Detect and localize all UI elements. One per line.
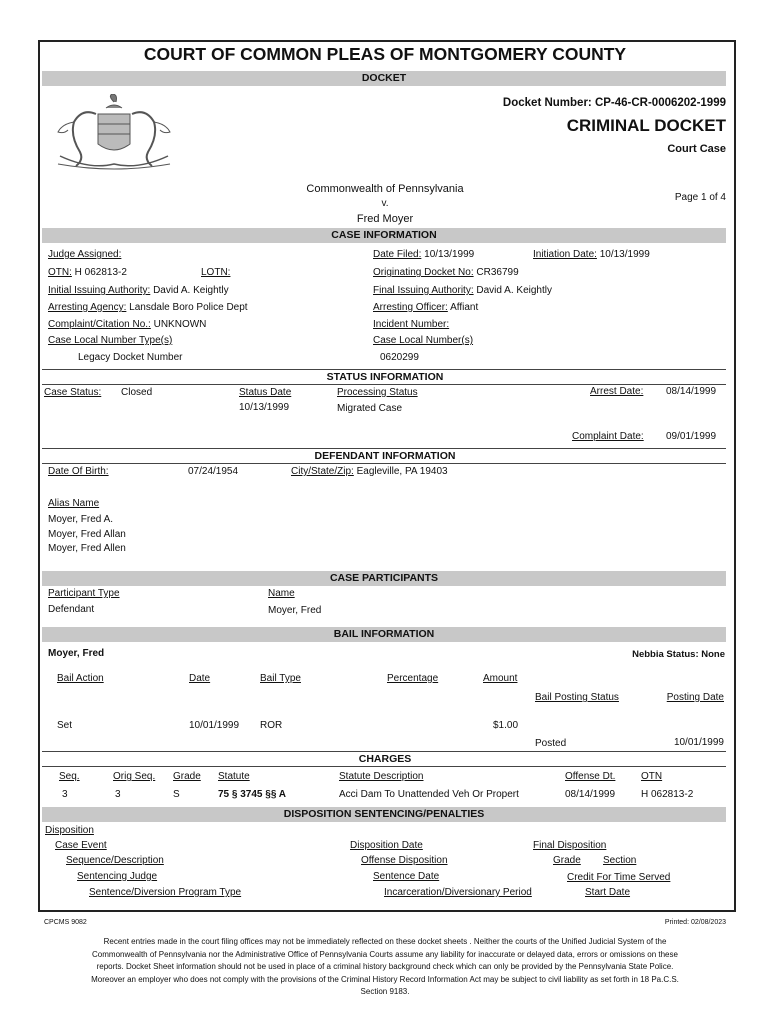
charge-header-description: Statute Description <box>339 771 424 782</box>
section-label: Section <box>603 855 637 866</box>
initiation-label: Initiation Date: <box>533 249 597 260</box>
arresting-agency <box>48 302 248 313</box>
caption-line-1: Commonwealth of Pennsylvania <box>306 183 464 195</box>
caption-v: v. <box>381 198 389 209</box>
bail-person: Moyer, Fred <box>48 648 105 659</box>
alias-item: Moyer, Fred A. <box>48 514 114 525</box>
divider <box>42 463 726 464</box>
case-status-label: Case Status: <box>44 387 102 398</box>
date-filed-value: 10/13/1999 <box>424 249 475 260</box>
local-type-value: Legacy Docket Number <box>78 352 183 363</box>
posting-date-value: 10/01/1999 <box>673 737 724 748</box>
court-title: COURT OF COMMON PLEAS OF MONTGOMERY COUNTY <box>143 44 627 64</box>
processing-label: Processing Status <box>337 387 418 398</box>
case-event-label: Case Event <box>55 840 107 851</box>
case-participants-bar: CASE PARTICIPANTS <box>42 571 726 586</box>
incarceration-label: Incarceration/Diversionary Period <box>384 887 532 898</box>
status-information-title: STATUS INFORMATION <box>326 371 444 383</box>
divider <box>42 751 726 752</box>
amount-value: $1.00 <box>493 720 519 731</box>
alias-item: Moyer, Fred Allan <box>48 529 126 540</box>
city-label: City/State/Zip: <box>291 466 354 477</box>
posting-status-label: Bail Posting Status <box>535 692 619 703</box>
charge-orig-seq: 3 <box>115 789 121 800</box>
processing-value: Migrated Case <box>337 403 403 414</box>
form-number: CPCMS 9082 <box>44 919 87 926</box>
disposition-bar: DISPOSITION SENTENCING/PENALTIES <box>42 807 726 822</box>
incident-label: Incident Number: <box>373 319 450 330</box>
bail-type-label: Bail Type <box>260 673 301 684</box>
arresting-officer <box>373 302 478 313</box>
orig-docket <box>373 267 519 278</box>
participant-name-label: Name <box>268 588 295 599</box>
charge-header-otn: OTN <box>641 771 663 782</box>
credit-label: Credit For Time Served <box>567 872 671 883</box>
local-number-label: Case Local Number(s) <box>373 335 474 346</box>
docket-number: Docket Number: CP-46-CR-0006202-1999 <box>502 97 726 109</box>
initiation-value: 10/13/1999 <box>599 249 650 260</box>
final-disposition-label: Final Disposition <box>533 840 607 851</box>
posting-date-label: Posting Date <box>666 692 724 703</box>
arrest-date-value: 08/14/1999 <box>666 386 717 397</box>
charge-grade: S <box>173 789 180 800</box>
charges-title: CHARGES <box>358 753 412 765</box>
participant-name-value: Moyer, Fred <box>268 605 322 616</box>
pennsylvania-seal-icon <box>48 94 180 174</box>
case-information-bar: CASE INFORMATION <box>42 228 726 243</box>
docket-type: CRIMINAL DOCKET <box>566 116 726 135</box>
local-type-label: Case Local Number Type(s) <box>48 335 173 346</box>
sentencing-judge-label: Sentencing Judge <box>77 871 158 882</box>
printed-date: Printed: 02/08/2023 <box>664 919 726 926</box>
divider <box>42 384 726 385</box>
bail-type-value: ROR <box>260 720 283 731</box>
defendant-information-title: DEFENDANT INFORMATION <box>314 450 456 462</box>
complaint-label: Complaint/Citation No.: <box>48 319 151 330</box>
complaint-date-value: 09/01/1999 <box>666 431 717 442</box>
city-value: Eagleville, PA 19403 <box>356 466 448 477</box>
percentage-label: Percentage <box>387 673 439 684</box>
charge-offense-date: 08/14/1999 <box>565 789 616 800</box>
seq-desc-label: Sequence/Description <box>66 855 164 866</box>
orig-docket-value: CR36799 <box>476 267 519 278</box>
start-date-label: Start Date <box>585 887 631 898</box>
judge-label: Judge Assigned: <box>48 249 122 260</box>
arresting-officer-value: Affiant <box>450 302 479 313</box>
charge-header-orig-seq: Orig Seq. <box>113 771 156 782</box>
arresting-agency-label: Arresting Agency: <box>48 302 127 313</box>
final-auth-value: David A. Keightly <box>476 285 552 296</box>
arresting-agency-value: Lansdale Boro Police Dept <box>129 302 248 313</box>
city-state-zip <box>291 466 448 477</box>
otn-label: OTN: <box>48 267 72 278</box>
lotn-label: LOTN: <box>201 267 231 278</box>
final-auth-label: Final Issuing Authority: <box>373 285 474 296</box>
docket-bar: DOCKET <box>42 71 726 86</box>
dob-value: 07/24/1954 <box>188 466 239 477</box>
bail-information-bar: BAIL INFORMATION <box>42 627 726 642</box>
initial-auth-label: Initial Issuing Authority: <box>48 285 151 296</box>
amount-label: Amount <box>483 673 518 684</box>
disclaimer-notice: Recent entries made in the court filing offices may not be immediately reflected on these docket sheets . Neither the courts of the Unified Judicial System of the Commonwealth of Pennsylvania nor the Administrative Office of Pennsylvania Courts assume any liability for inaccurate or delayed data, errors or omissions on these reports. Docket Sheet information should not be used in place of a criminal history background check which can only be provided by the Pennsylvania State Police. Moreover an employer who does not comply with the provisions of the Criminal History Record Information Act may be subject to civil liability as set forth in 18 Pa.C.S. Section 9183. <box>91 937 679 996</box>
disposition-label: Disposition <box>45 825 94 836</box>
charge-header-statute: Statute <box>218 771 250 782</box>
charge-otn: H 062813-2 <box>641 789 694 800</box>
initial-authority <box>48 285 229 296</box>
arrest-date-label: Arrest Date: <box>590 386 644 397</box>
alias-label: Alias Name <box>48 498 100 509</box>
otn-value: H 062813-2 <box>74 267 127 278</box>
date-filed-label: Date Filed: <box>373 249 422 260</box>
participant-type-value: Defendant <box>48 604 95 615</box>
nebbia-status: Nebbia Status: None <box>632 649 725 660</box>
page-indicator: Page 1 of 4 <box>674 192 726 203</box>
status-date-label: Status Date <box>239 387 292 398</box>
bail-date-label: Date <box>189 673 211 684</box>
alias-item: Moyer, Fred Allen <box>48 543 126 554</box>
divider <box>42 448 726 449</box>
complaint-date-label: Complaint Date: <box>572 431 644 442</box>
charge-description: Acci Dam To Unattended Veh Or Propert <box>339 789 519 800</box>
sentence-date-label: Sentence Date <box>373 871 440 882</box>
case-status-value: Closed <box>121 387 153 398</box>
final-authority <box>373 285 552 296</box>
initiation-date <box>533 249 650 260</box>
complaint-value: UNKNOWN <box>153 319 207 330</box>
bail-date-value: 10/01/1999 <box>189 720 240 731</box>
case-kind: Court Case <box>667 143 726 155</box>
charge-seq: 3 <box>62 789 68 800</box>
charge-statute: 75 § 3745 §§ A <box>218 789 287 800</box>
offense-disposition-label: Offense Disposition <box>361 855 448 866</box>
initial-auth-value: David A. Keightly <box>153 285 229 296</box>
bail-action-label: Bail Action <box>57 673 104 684</box>
divider <box>42 766 726 767</box>
dob-label: Date Of Birth: <box>48 466 109 477</box>
divider <box>42 369 726 370</box>
charge-header-offense-date: Offense Dt. <box>565 771 616 782</box>
charge-header-seq: Seq. <box>59 771 80 782</box>
date-filed <box>373 249 474 260</box>
charge-header-grade: Grade <box>173 771 201 782</box>
complaint-citation <box>48 319 206 330</box>
program-type-label: Sentence/Diversion Program Type <box>89 887 242 898</box>
disposition-date-label: Disposition Date <box>350 840 423 851</box>
grade-label: Grade <box>553 855 581 866</box>
local-number-value: 0620299 <box>380 352 419 363</box>
caption-line-3: Fred Moyer <box>356 213 414 225</box>
participant-type-label: Participant Type <box>48 588 120 599</box>
arresting-officer-label: Arresting Officer: <box>373 302 448 313</box>
bail-action-value: Set <box>57 720 73 731</box>
status-date-value: 10/13/1999 <box>239 402 290 413</box>
orig-docket-label: Originating Docket No: <box>373 267 474 278</box>
otn <box>48 267 127 278</box>
posting-status-value: Posted <box>535 738 567 749</box>
